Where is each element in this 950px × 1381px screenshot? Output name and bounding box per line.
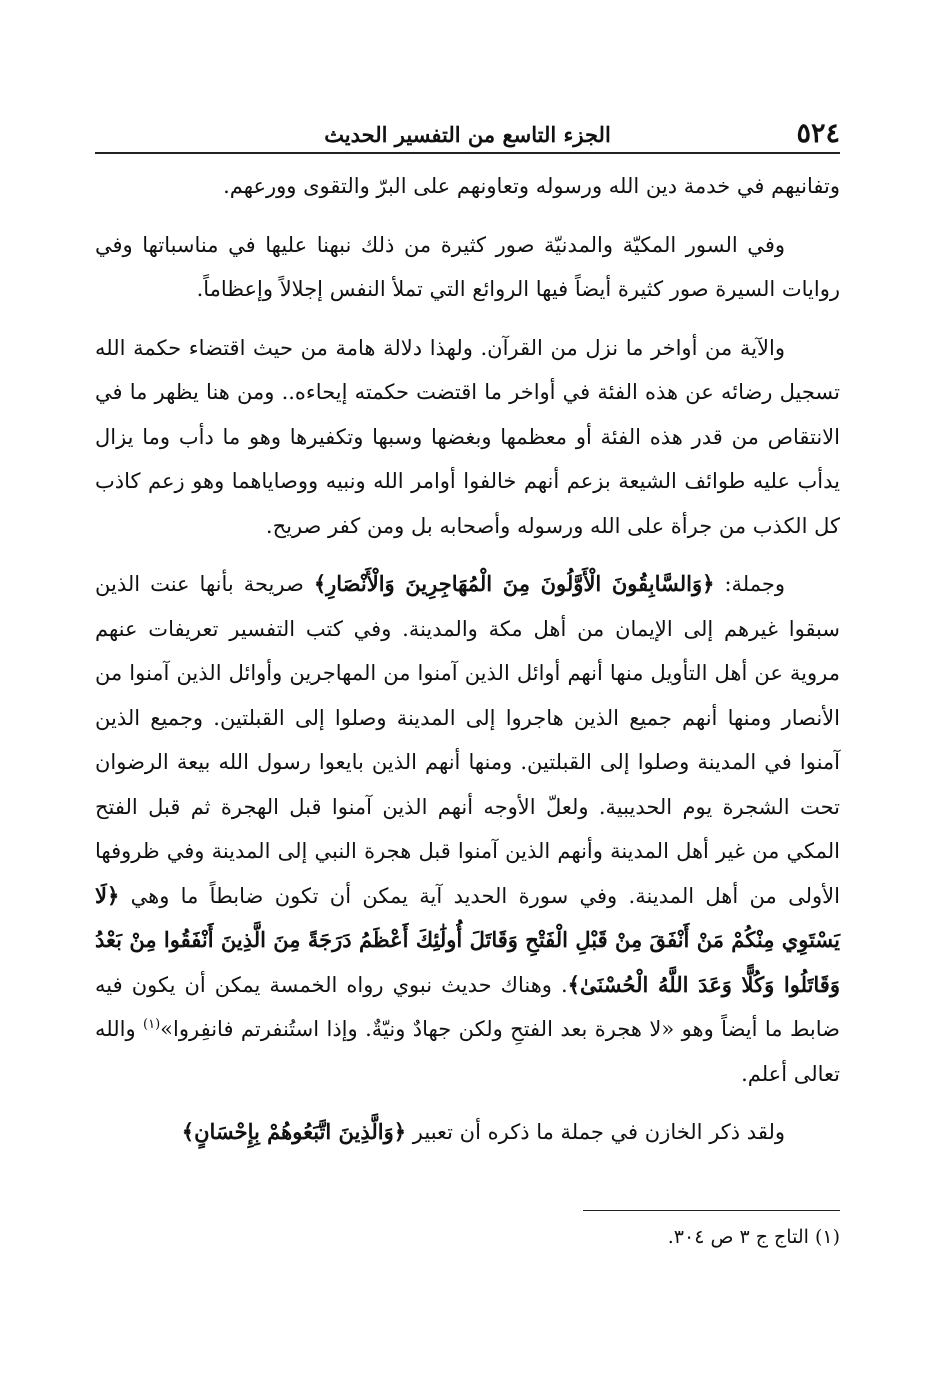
page-header bbox=[95, 112, 840, 152]
footnote: (١) التاج ج ٣ ص ٣٠٤. bbox=[667, 1226, 840, 1248]
paragraph-4-closing: والله تعالى أعلم. bbox=[95, 1017, 840, 1086]
running-title: الجزء التاسع من التفسير الحديث bbox=[324, 122, 611, 147]
paragraph-2: وفي السور المكيّة والمدنيّة صور كثيرة من ذلك نبهنا عليها في مناسباتها وفي روايات السيرة صور كثيرة أيضاً فيها الروائع التي تملأ النفس إجلالاً وإعظاماً. bbox=[95, 232, 840, 301]
quran-verse-hadid: ﴿لَا يَسْتَوِي مِنْكُمْ مَنْ أَنْفَقَ مِنْ قَبْلِ الْفَتْحِ وَقَاتَلَ أُولَٰئِكَ أَعْظَمُ دَرَجَةً مِنَ الَّذِينَ أَنْفَقُوا مِنْ بَعْدُ وَقَاتَلُوا وَكُلًّا وَعَدَ اللَّهُ الْحُسْنَىٰ﴾ bbox=[95, 882, 840, 997]
paragraph-4-body: صريحة بأنها عنت الذين سبقوا غيرهم إلى الإيمان من أهل مكة والمدينة. وفي كتب التفسير تعريفات عنهم مروية عن أهل التأويل منها أنهم أوائل الذين آمنوا من المهاجرين وأوائل الذين آمنوا من الأنصار ومنها أنهم جميع الذين هاجروا إلى المدينة وصلوا إلى القبلتين. وجميع الذين آمنوا في المدينة وصلوا إلى القبلتين. ومنها أنهم الذين بايعوا رسول الله بيعة الرضوان تحت الشجرة يوم الحديبية. ولعلّ الأوجه أنهم الذين آمنوا قبل الهجرة ثم قبل الفتح المكي من غير أهل المدينة وأنهم الذين آمنوا قبل هجرة النبي إلى المدينة وفي ظروفها الأولى من أهل المدينة. وفي سورة الحديد آية يمكن أن تكون ضابطاً ما وهي bbox=[95, 572, 840, 908]
main-text bbox=[95, 164, 840, 1155]
paragraph-5-text: ولقد ذكر الخازن في جملة ما ذكره أن تعبير bbox=[412, 1120, 785, 1144]
header-divider bbox=[95, 152, 840, 154]
paragraph-4 bbox=[95, 562, 840, 1096]
page-number: ٥٢٤ bbox=[796, 118, 840, 149]
paragraph-4-intro: وجملة: bbox=[724, 572, 785, 596]
footnote-reference: (١) bbox=[143, 1017, 161, 1032]
quran-verse-tabiun: ﴿وَالَّذِينَ اتَّبَعُوهُمْ بِإِحْسَانٍ﴾ bbox=[181, 1119, 407, 1144]
paragraph-3: والآية من أواخر ما نزل من القرآن. ولهذا دلالة هامة من حيث اقتضاء حكمة الله تسجيل رضائه عن هذه الفئة في أواخر ما اقتضت حكمته إيحاءه.. ومن هنا يظهر ما في الانتقاص من قدر هذه الفئة أو معظمها وبغضها وسبها وتكفيرها وهو ما دأب وما يزال يدأب عليه طوائف الشيعة بزعم أنهم خالفوا أوامر الله ونبيه ووصاياهما وهو زعم كاذب كل الكذب من جرأة على الله ورسوله وأصحابه بل ومن كفر صريح. bbox=[95, 335, 840, 538]
paragraph-4-hadith: . وهناك حديث نبوي رواه الخمسة يمكن أن يكون فيه ضابط ما أيضاً وهو «لا هجرة بعد الفتحِ ولكن جهادٌ ونيّةٌ. وإذا استُنفرتم فانفِروا» bbox=[95, 972, 840, 1041]
paragraph-5 bbox=[95, 1110, 840, 1155]
paragraph-1: وتفانيهم في خدمة دين الله ورسوله وتعاونهم على البرّ والتقوى وورعهم. bbox=[223, 174, 840, 198]
footnote-divider bbox=[583, 1210, 840, 1211]
quran-verse-sabiqun: ﴿وَالسَّابِقُونَ الْأَوَّلُونَ مِنَ الْمُهَاجِرِينَ وَالْأَنْصَارِ﴾ bbox=[313, 571, 715, 596]
